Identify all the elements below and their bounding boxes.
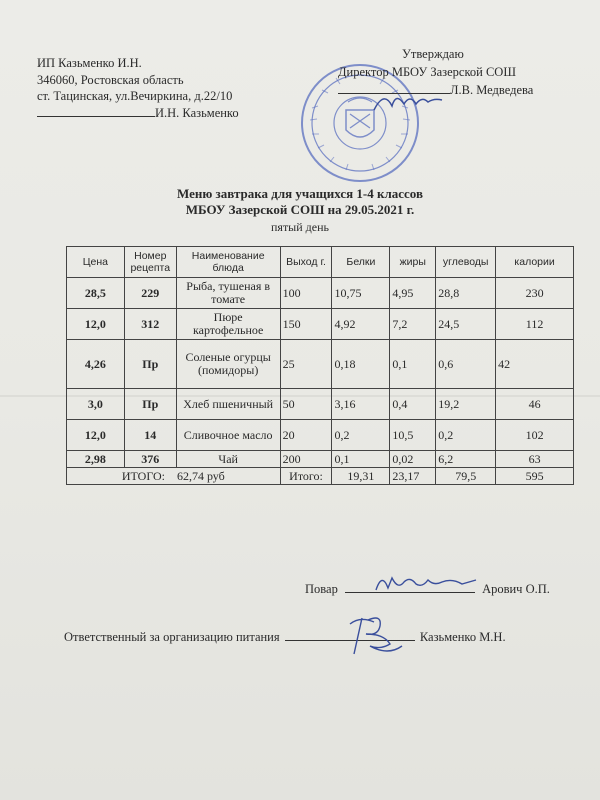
yield-cell: 50: [280, 389, 332, 420]
fat-cell: 0,4: [390, 389, 436, 420]
carbs-cell: 28,8: [436, 278, 496, 309]
total-fat-cell: 23,17: [390, 468, 436, 485]
entrepreneur-address: ст. Тацинская, ул.Вечиркина, д.22/10: [37, 89, 233, 103]
director-signature: [370, 86, 450, 116]
recipe-cell: 312: [124, 309, 176, 340]
carbs-cell: 24,5: [436, 309, 496, 340]
header-fat: жиры: [390, 247, 436, 278]
header-dish: Наименование блюда: [176, 247, 280, 278]
protein-cell: 4,92: [332, 309, 390, 340]
entrepreneur-sign-name: И.Н. Казьменко: [155, 105, 239, 120]
director-name: Л.В. Медведева: [450, 83, 534, 97]
header-carbs: углеводы: [436, 247, 496, 278]
dish-cell: Пюре картофельное: [176, 309, 280, 340]
fat-cell: 0,1: [390, 340, 436, 389]
protein-cell: 0,2: [332, 420, 390, 451]
carbs-cell: 19,2: [436, 389, 496, 420]
entrepreneur-sign-line: [37, 105, 239, 122]
responsible-name: Казьменко М.Н.: [419, 630, 506, 644]
price-cell: 12,0: [67, 420, 125, 451]
total-label-cell: Итого:: [280, 468, 332, 485]
protein-cell: 0,18: [332, 340, 390, 389]
carbs-cell: 0,2: [436, 420, 496, 451]
table-row: [67, 420, 574, 451]
total-row: [67, 468, 574, 485]
table-row: [67, 309, 574, 340]
kcal-cell: 46: [496, 389, 574, 420]
kcal-cell: 230: [496, 278, 574, 309]
recipe-cell: Пр: [124, 389, 176, 420]
cook-name: Арович О.П.: [482, 582, 550, 596]
protein-cell: 0,1: [332, 451, 390, 468]
yield-cell: 150: [280, 309, 332, 340]
total-price-cell: ИТОГО: 62,74 руб: [67, 468, 281, 485]
dish-cell: Рыба, тушеная в томате: [176, 278, 280, 309]
school-date-title: МБОУ Зазерской СОШ на 29.05.2021 г.: [185, 202, 415, 217]
carbs-cell: 6,2: [436, 451, 496, 468]
table-row: [67, 340, 574, 389]
recipe-cell: 229: [124, 278, 176, 309]
total-protein-cell: 19,31: [332, 468, 390, 485]
cook-signature: [372, 568, 482, 596]
entrepreneur-block: [37, 55, 239, 121]
price-cell: 28,5: [67, 278, 125, 309]
fat-cell: 7,2: [390, 309, 436, 340]
entrepreneur-postcode: 346060, Ростовская область: [37, 72, 184, 87]
kcal-cell: 112: [496, 309, 574, 340]
fat-cell: 4,95: [390, 278, 436, 309]
price-cell: 3,0: [67, 389, 125, 420]
header-price: Цена: [67, 247, 125, 278]
kcal-cell: 63: [496, 451, 574, 468]
recipe-cell: Пр: [124, 340, 176, 389]
table-row: [67, 389, 574, 420]
recipe-cell: 14: [124, 420, 176, 451]
menu-title: Меню завтрака для учащихся 1-4 классов: [176, 186, 423, 201]
approve-word: Утверждаю: [402, 47, 464, 61]
table-header-row: [67, 247, 574, 278]
price-cell: 4,26: [67, 340, 125, 389]
header-yield: Выход г.: [280, 247, 332, 278]
yield-cell: 20: [280, 420, 332, 451]
total-carbs-cell: 79,5: [436, 468, 496, 485]
dish-cell: Соленые огурцы (помидоры): [176, 340, 280, 389]
yield-cell: 25: [280, 340, 332, 389]
header-protein: Белки: [332, 247, 390, 278]
protein-cell: 10,75: [332, 278, 390, 309]
cook-label: Повар: [305, 582, 338, 596]
table-row: [67, 451, 574, 468]
responsible-signature: [340, 610, 410, 658]
director-position: Директор МБОУ Зазерской СОШ: [338, 65, 516, 79]
fat-cell: 10,5: [390, 420, 436, 451]
table-row: [67, 278, 574, 309]
entrepreneur-name: ИП Казьменко И.Н.: [37, 56, 142, 70]
responsible-label: Ответственный за организацию питания: [64, 630, 280, 644]
dish-cell: Сливочное масло: [176, 420, 280, 451]
carbs-cell: 0,6: [436, 340, 496, 389]
header-recipe: Номер рецепта: [124, 247, 176, 278]
yield-cell: 100: [280, 278, 332, 309]
recipe-cell: 376: [124, 451, 176, 468]
responsible-line: [64, 630, 506, 645]
kcal-cell: 42: [496, 340, 574, 389]
signature-line: [37, 116, 155, 117]
total-kcal-cell: 595: [496, 468, 574, 485]
kcal-cell: 102: [496, 420, 574, 451]
day-label: пятый день: [271, 220, 329, 234]
menu-table: [66, 246, 574, 485]
fat-cell: 0,02: [390, 451, 436, 468]
dish-cell: Чай: [176, 451, 280, 468]
price-cell: 2,98: [67, 451, 125, 468]
yield-cell: 200: [280, 451, 332, 468]
price-cell: 12,0: [67, 309, 125, 340]
dish-cell: Хлеб пшеничный: [176, 389, 280, 420]
header-kcal: калории: [496, 247, 574, 278]
protein-cell: 3,16: [332, 389, 390, 420]
